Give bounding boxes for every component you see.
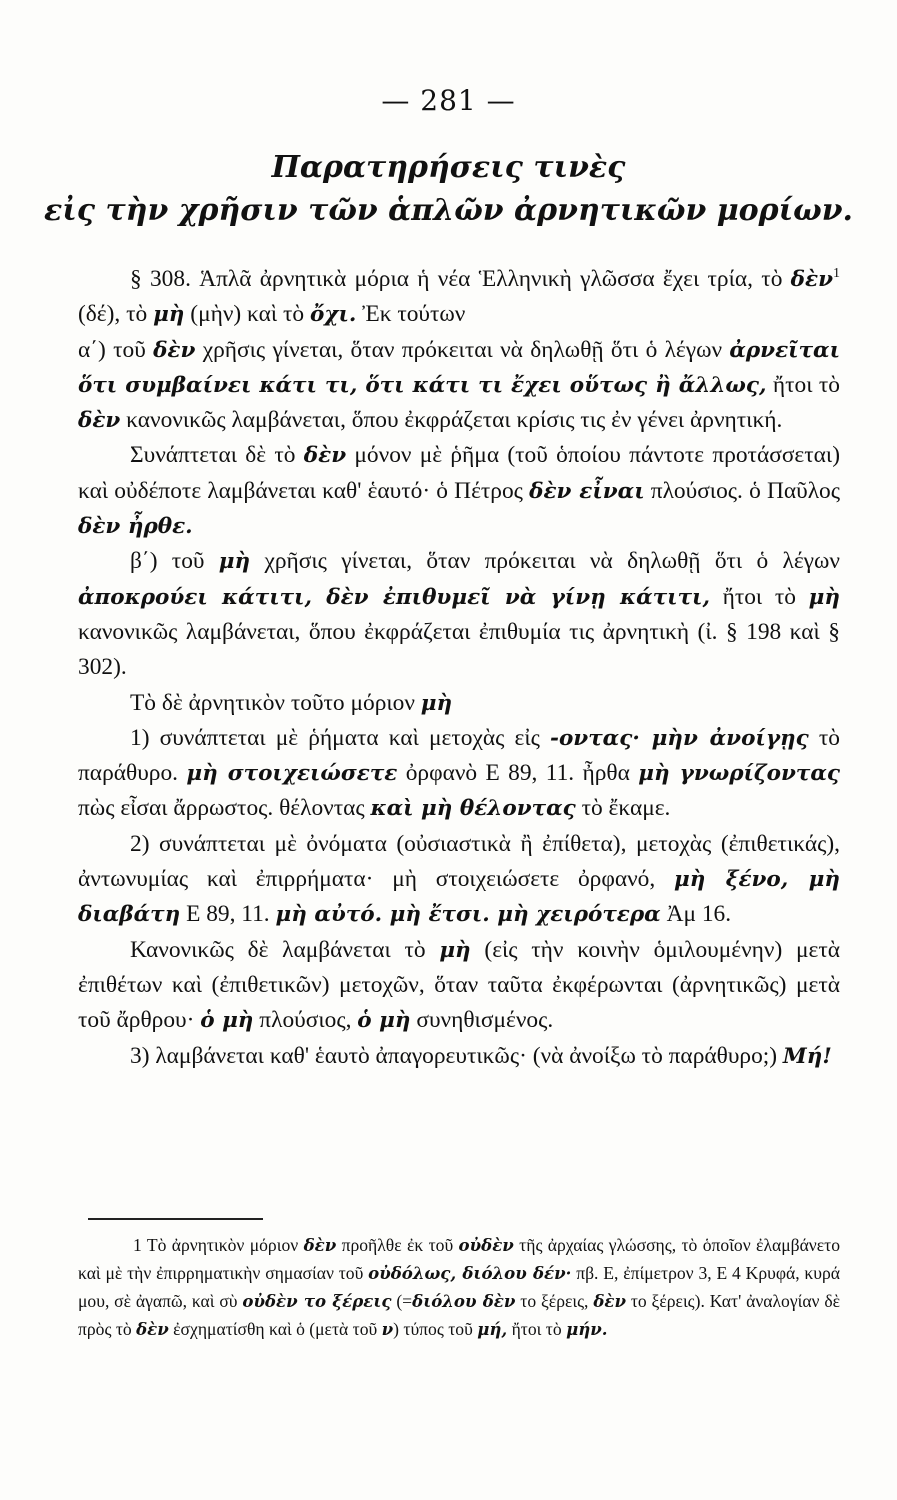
emphasis: δὲν bbox=[78, 408, 121, 434]
text-run: ἤτοι τὸ bbox=[766, 371, 840, 398]
emphasis: ν bbox=[381, 1318, 394, 1339]
text-run: (δέ), τὸ bbox=[78, 301, 154, 328]
emphasis: δὲν bbox=[790, 267, 833, 292]
emphasis: μὴ αὐτό. μὴ ἔτσι. μὴ χειρότερα bbox=[275, 902, 661, 928]
emphasis: μὴ ξένο, μὴ διαβάτη bbox=[78, 867, 840, 928]
emphasis: διόλου δὲν bbox=[412, 1290, 516, 1311]
emphasis: δὲν ἦρθε. bbox=[78, 514, 193, 540]
footnote-text bbox=[78, 1232, 840, 1344]
text-run: προῆλθε ἐκ τοῦ bbox=[336, 1235, 459, 1255]
emphasis: ἀρνεῖται ὅτι συμβαίνει κάτι τι, ὅτι κάτι τι ἔχει οὕτως ἢ ἄλλως, bbox=[78, 337, 840, 398]
text-run: ) τύπος τοῦ bbox=[393, 1318, 478, 1339]
text-run: ὀρφανὸ Ε 89, 11. ἦρθα bbox=[397, 760, 639, 787]
emphasis: μήν. bbox=[566, 1318, 608, 1339]
footnote bbox=[78, 1232, 840, 1344]
text-run: το ξέρεις, bbox=[515, 1290, 594, 1311]
emphasis: μὴ bbox=[218, 549, 251, 575]
text-run: Τὸ δὲ ἀρνητικὸν τοῦτο μόριον bbox=[130, 689, 421, 716]
text-run: κανονικῶς λαμβάνεται, ὅπου ἐκφράζεται κρίσις τις ἐν γένει ἀρνητική. bbox=[120, 407, 783, 434]
text-run: § 308. Ἁπλᾶ ἀρνητικὰ μόρια ἡ νέα Ἑλληνικὴ γλῶσσα ἔχει τρία, τὸ bbox=[130, 266, 791, 292]
text-run: πὼς εἶσαι ἄρρωστος. θέλοντας bbox=[78, 795, 371, 822]
text-run: Ἀμ 16. bbox=[660, 901, 732, 928]
text-run: α΄) τοῦ bbox=[78, 336, 154, 363]
emphasis: Μή! bbox=[782, 1043, 832, 1069]
paragraph-beta bbox=[78, 544, 840, 685]
footnote-divider bbox=[88, 1218, 263, 1220]
text-run: χρῆσις γίνεται, ὅταν πρόκειται νὰ δηλωθῇ ὅτι ὁ λέγων bbox=[195, 336, 730, 363]
text-run: κανονικῶς λαμβάνεται, ὅπου ἐκφράζεται ἐπιθυμία τις ἀρνητικὴ (ἰ. § 198 καὶ § 302). bbox=[78, 618, 840, 681]
text-run: Ἐκ τούτων bbox=[356, 301, 466, 328]
text-run: Κανονικῶς δὲ λαμβάνεται τὸ bbox=[130, 936, 440, 963]
text-run: ἤτοι τὸ bbox=[507, 1318, 567, 1339]
paragraph-kanonikos bbox=[78, 933, 840, 1039]
text-run: Ε 89, 11. bbox=[180, 901, 276, 928]
emphasis: μὴ bbox=[153, 302, 185, 328]
text-run: (μὴν) καὶ τὸ bbox=[184, 301, 310, 328]
emphasis: δὲν εἶναι bbox=[529, 478, 645, 504]
text-run: τὸ παράθυρο. bbox=[78, 724, 840, 787]
text-run: 2) συνάπτεται μὲ ὀνόματα (οὐσιαστικὰ ἢ ἐπίθετα), μετοχὰς (ἐπιθετικάς), ἀντωνυμίας καὶ ἐπιρρήματα· μὴ στοιχειώσετε ὀρφανό, bbox=[78, 830, 840, 893]
paragraph-alpha bbox=[78, 333, 840, 439]
emphasis: ὁ μὴ bbox=[200, 1008, 254, 1034]
text-run: 1) συνάπτεται μὲ ῥήματα καὶ μετοχὰς εἰς bbox=[130, 724, 551, 751]
text-run: β΄) τοῦ bbox=[130, 548, 219, 575]
emphasis: δὲν bbox=[303, 443, 347, 469]
text-run: χρῆσις γίνεται, ὅταν πρόκειται νὰ δηλωθῇ ὅτι ὁ λέγων bbox=[250, 548, 840, 575]
emphasis: δὲν bbox=[153, 337, 196, 363]
emphasis: ἀποκρούει κάτιτι, δὲν ἐπιθυμεῖ νὰ γίνῃ κάτιτι, bbox=[78, 584, 710, 610]
emphasis: μὴ bbox=[808, 584, 841, 610]
paragraph-rule-2 bbox=[78, 827, 840, 933]
text-run: μόνον μὲ ῥῆμα (τοῦ ὁποίου πάντοτε προτάσσεται) καὶ οὐδέποτε λαμβάνεται καθ' ἑαυτό· ὁ Πέτρος bbox=[78, 442, 840, 504]
text-run: ἤτοι τὸ bbox=[709, 583, 809, 610]
text-run: τῆς ἀρχαίας γλώσσης, τὸ ὁποῖον ἐλαμβάνετο καὶ μὲ τὴν ἐπιρρηματικὴν σημασίαν τοῦ bbox=[78, 1235, 840, 1283]
emphasis: μὴ bbox=[439, 937, 471, 963]
footnote-marker: 1 bbox=[833, 266, 840, 282]
emphasis: μή, bbox=[477, 1318, 508, 1339]
text-run: πλούσιος. ὁ Παῦλος bbox=[644, 477, 840, 504]
text-run: (εἰς τὴν κοινὴν ὁμιλουμένην) μετὰ ἐπιθέτων καὶ (ἐπιθετικῶν) μετοχῶν, ὅταν ταῦτα ἐκφέρωνται (ἀρνητικῶς) μετὰ τοῦ ἄρθρου· bbox=[78, 936, 840, 1034]
emphasis: καὶ μὴ θέλοντας bbox=[370, 796, 576, 822]
text-run: πλούσιος, bbox=[253, 1007, 358, 1034]
section-title-line2: εἰς τὴν χρῆσιν τῶν ἁπλῶν ἀρνητικῶν μορίων. bbox=[44, 193, 853, 228]
text-run: 3) λαμβάνεται καθ' ἑαυτὸ ἀπαγορευτικῶς· (νὰ ἀνοίξω τὸ παράθυρο;) bbox=[130, 1042, 783, 1069]
emphasis: δὲν bbox=[136, 1318, 169, 1339]
emphasis: δὲν bbox=[303, 1235, 337, 1255]
text-run: (= bbox=[391, 1290, 413, 1311]
text-run: 1 Τὸ ἀρνητικὸν μόριον bbox=[133, 1235, 304, 1255]
paragraph-me-intro bbox=[78, 686, 840, 721]
text-run: ἐσχηματίσθη καὶ ὁ (μετὰ τοῦ bbox=[168, 1318, 382, 1339]
emphasis: μὴ bbox=[420, 690, 453, 716]
body-text bbox=[78, 262, 840, 1074]
emphasis: οὐδόλως, διόλου δέν· bbox=[368, 1262, 572, 1283]
text-run: τὸ ἔκαμε. bbox=[575, 795, 671, 822]
text-run: Συνάπτεται δὲ τὸ bbox=[130, 442, 304, 469]
section-title-line1: Παρατηρήσεις τινὲς bbox=[271, 150, 626, 185]
emphasis: -οντας· μὴν ἀνοίγῃς bbox=[550, 725, 809, 751]
emphasis: οὐδὲν bbox=[458, 1235, 514, 1255]
paragraph-rule-3 bbox=[78, 1039, 840, 1074]
text-run: συνηθισμένος. bbox=[410, 1007, 554, 1034]
emphasis: μὴ γνωρίζοντας bbox=[638, 761, 841, 787]
emphasis: οὐδὲν το ξέρεις bbox=[242, 1290, 392, 1311]
page-number: — 281 — bbox=[381, 84, 516, 117]
paragraph-rule-1 bbox=[78, 721, 840, 827]
emphasis: δὲν bbox=[593, 1290, 626, 1311]
emphasis: ὁ μὴ bbox=[357, 1008, 411, 1034]
text-run: το ξέρεις). Κατ' ἀναλογίαν δὲ πρὸς τὸ bbox=[78, 1290, 841, 1339]
emphasis: ὄχι. bbox=[309, 302, 357, 328]
paragraph-308 bbox=[78, 262, 840, 333]
text-run: πβ. Ε, ἐπίμετρον 3, Ε 4 Κρυφά, κυρά μου, σὲ ἀγαπῶ, καὶ σὺ bbox=[78, 1262, 840, 1311]
paragraph-den-usage bbox=[78, 438, 840, 544]
emphasis: μὴ στοιχειώσετε bbox=[186, 761, 398, 787]
